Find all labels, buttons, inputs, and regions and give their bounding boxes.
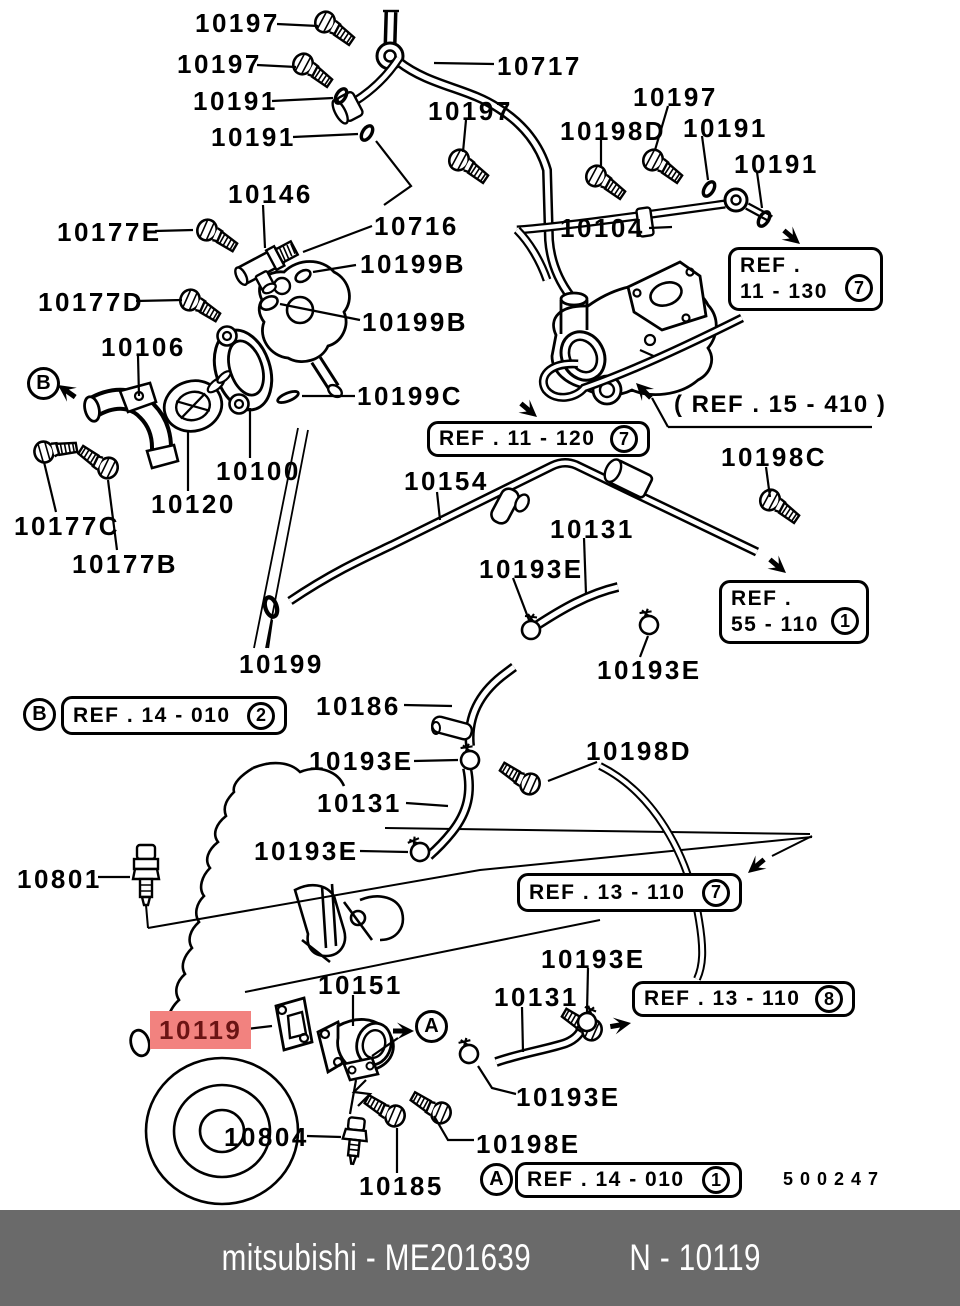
- diagram-code: 500247: [783, 1169, 886, 1189]
- part-label: 10199B: [362, 307, 469, 337]
- part-label: 10193E: [597, 655, 702, 685]
- ref-box-------14---010: [61, 696, 287, 735]
- part-label: 10199B: [360, 249, 467, 279]
- part-label: 10151: [318, 970, 403, 1000]
- part-label: 10198D: [586, 736, 693, 766]
- ref-badge-number: 7: [845, 274, 873, 302]
- view-marker-a: A: [415, 1010, 448, 1043]
- part-label: 10197: [428, 96, 513, 126]
- ref-box------11---130: [728, 247, 883, 311]
- part-label: 10191: [211, 122, 296, 152]
- part-label: 10716: [374, 211, 459, 241]
- footer-part-source: mitsubishi - ME201639: [221, 1237, 532, 1278]
- part-label: 10801: [17, 864, 102, 894]
- part-label: 10106: [101, 332, 186, 362]
- footer-caption-bar: [0, 1210, 960, 1306]
- view-marker-b: B: [27, 367, 60, 400]
- part-label: 10804: [224, 1122, 309, 1152]
- ref-box-text: REF . 13 - 110: [644, 987, 801, 1010]
- part-label: 10131: [550, 514, 635, 544]
- part-label: 10193E: [541, 944, 646, 974]
- ref-box-------13---110: [517, 873, 742, 912]
- part-label: 10198D: [560, 116, 667, 146]
- ref-badge-number: 8: [815, 985, 843, 1013]
- ref-badge-number: 2: [247, 702, 275, 730]
- part-label: 10131: [494, 982, 579, 1012]
- part-label: 10193E: [254, 836, 359, 866]
- part-label: 10177E: [57, 217, 162, 247]
- ref-box-------14---010: [515, 1162, 742, 1198]
- part-label: 10191: [193, 86, 278, 116]
- part-label-highlighted: 10119: [150, 1011, 251, 1049]
- part-label: 10198E: [476, 1129, 581, 1159]
- part-label: 10146: [228, 179, 313, 209]
- ref-box-text: 11 - 130: [740, 280, 828, 303]
- ref-box-text: REF .: [731, 587, 793, 610]
- part-label: 10186: [316, 691, 401, 721]
- ref-box-text: REF .: [740, 254, 802, 277]
- ref-badge-number: 1: [831, 607, 859, 635]
- ref-15-410-text: ( REF . 15 - 410 ): [674, 391, 887, 418]
- ref-box-------11---120: [427, 421, 650, 457]
- ref-box-text: 55 - 110: [731, 613, 819, 636]
- ref-box-text: REF . 11 - 120: [439, 427, 596, 450]
- part-label: 10193E: [516, 1082, 621, 1112]
- part-label: 10199: [239, 649, 324, 679]
- view-marker-b: B: [23, 698, 56, 731]
- part-label: 10197: [633, 82, 718, 112]
- part-label: 10177C: [14, 511, 121, 541]
- part-label: 10717: [497, 51, 582, 81]
- part-label: 10154: [404, 466, 489, 496]
- part-label: 10104: [560, 213, 645, 243]
- ref-box-text: REF . 13 - 110: [529, 880, 686, 904]
- part-label: 10193E: [309, 746, 414, 776]
- part-label: 10177B: [72, 549, 179, 579]
- part-label: 10199C: [357, 381, 464, 411]
- ref-box-text: REF . 14 - 010: [527, 1168, 685, 1191]
- part-label: 10197: [177, 49, 262, 79]
- ref-badge-number: 7: [702, 879, 730, 907]
- part-label: 10185: [359, 1171, 444, 1201]
- ref-box-text: REF . 14 - 010: [73, 703, 231, 727]
- part-label: 10197: [195, 8, 280, 38]
- part-label: 10198C: [721, 442, 828, 472]
- part-label: 10177D: [38, 287, 145, 317]
- view-marker-a: A: [480, 1163, 513, 1196]
- part-label: 10131: [317, 788, 402, 818]
- part-label: 10120: [151, 489, 236, 519]
- ref-badge-number: 1: [702, 1166, 730, 1194]
- ref-box------55---110: [719, 580, 869, 644]
- footer-separator: [574, 1237, 609, 1279]
- part-label: 10193E: [479, 554, 584, 584]
- part-label: 10191: [683, 113, 768, 143]
- part-label: 10100: [216, 456, 301, 486]
- footer-part-number: N - 10119: [629, 1237, 761, 1278]
- part-label: 10191: [734, 149, 819, 179]
- ref-box-------13---110: [632, 981, 855, 1017]
- ref-badge-number: 7: [610, 425, 638, 453]
